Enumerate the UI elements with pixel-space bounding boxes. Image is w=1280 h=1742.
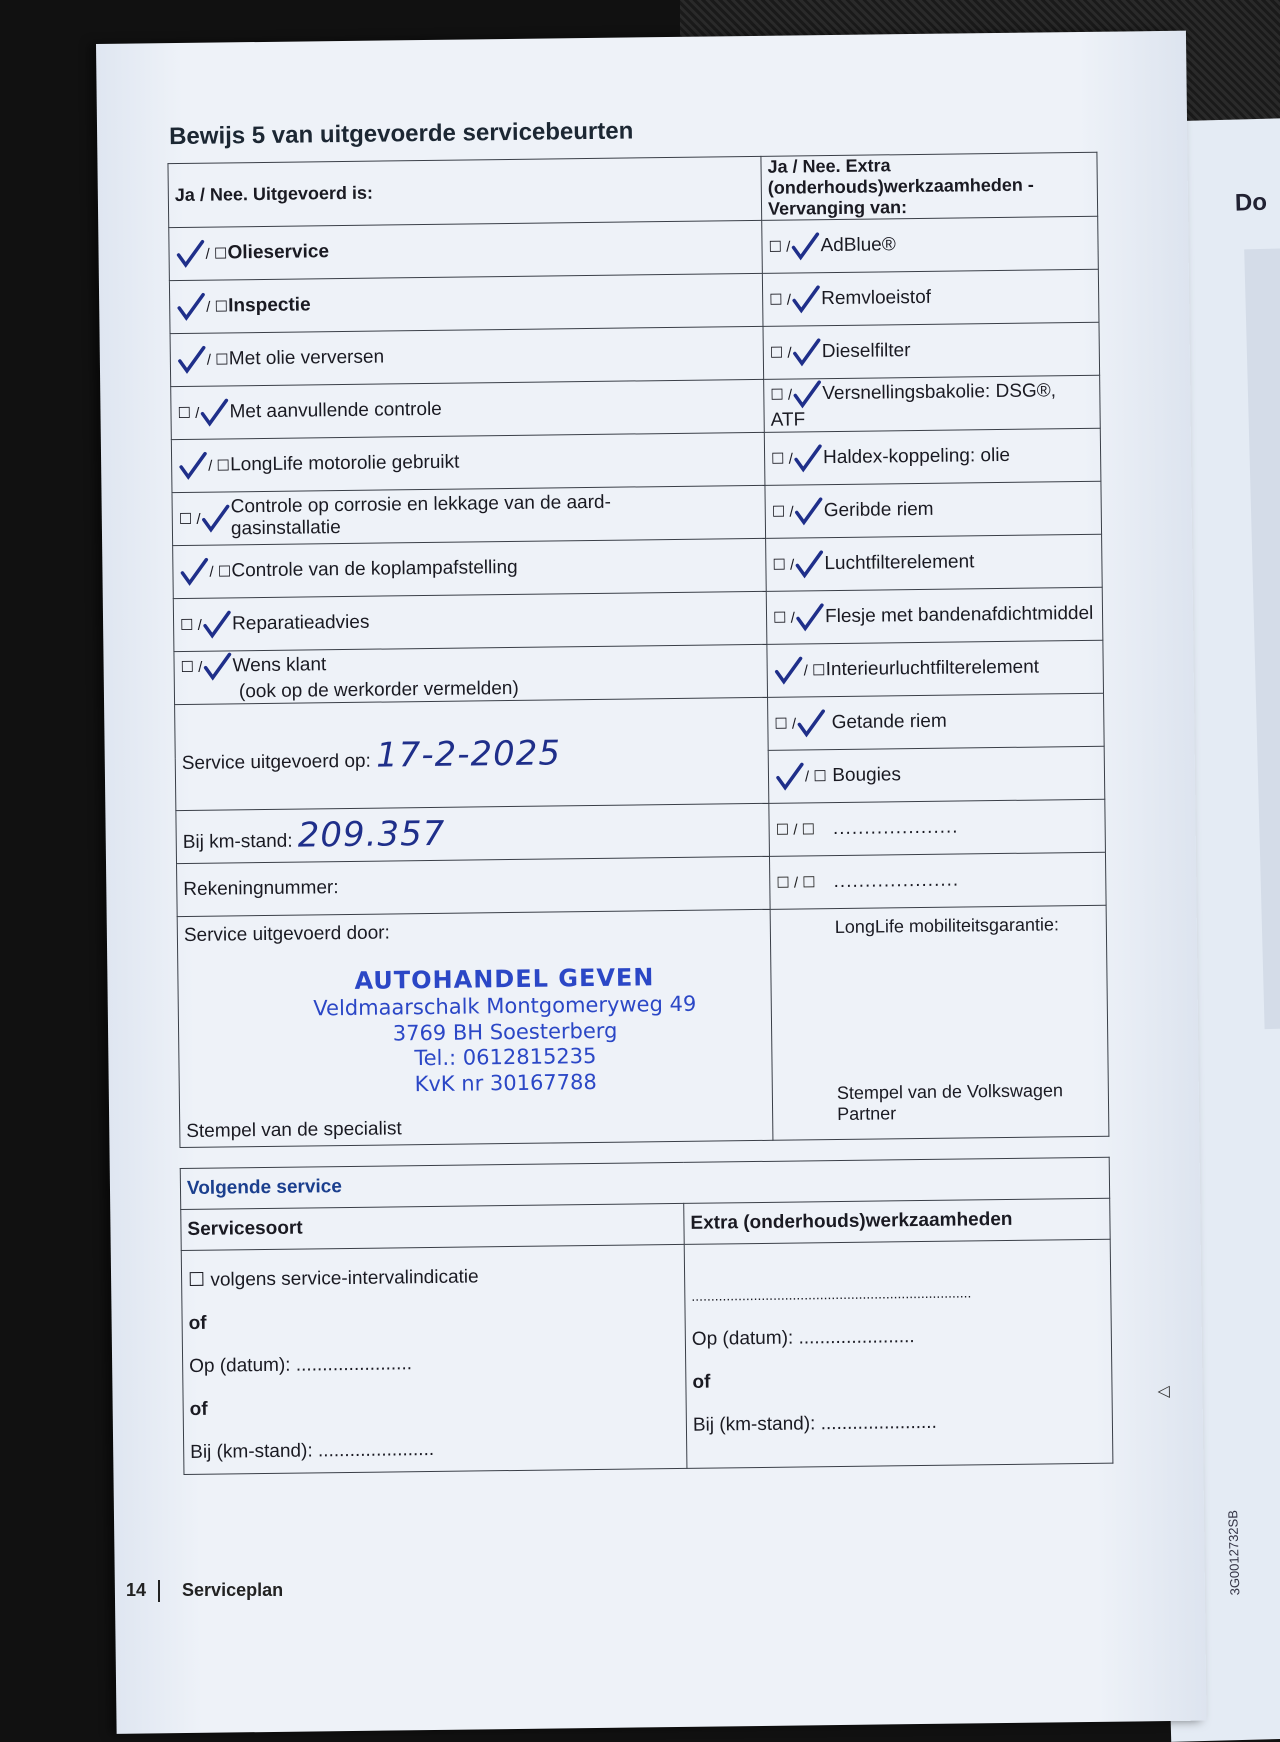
stamp-city: 3769 BH Soesterberg — [392, 1018, 618, 1046]
handwritten-check-icon — [793, 496, 823, 526]
service-item — [173, 538, 767, 598]
extra-check: / ☐ — [775, 761, 827, 792]
service-item — [172, 485, 766, 545]
service-label: Met aanvullende controle — [229, 398, 442, 423]
extra-label: Flesje met bandenafdichtmiddel — [824, 602, 1094, 628]
extra-row — [769, 852, 1106, 909]
extra-row — [768, 693, 1105, 750]
service-item — [174, 644, 768, 704]
extra-check: ☐ / — [773, 602, 825, 633]
next-extra-km-label: Bij (km-stand): — [692, 1413, 816, 1436]
extra-row — [769, 799, 1106, 856]
next-date-label: Op (datum): — [189, 1354, 291, 1377]
service-label: Met olie verversen — [228, 346, 385, 370]
facing-page-title: Do — [1234, 188, 1268, 217]
or-label: of — [692, 1371, 711, 1393]
service-table-header — [168, 152, 1098, 227]
service-item — [173, 591, 767, 651]
document-code: 3G0012732SB — [1225, 1509, 1243, 1596]
handwritten-check-icon — [175, 239, 205, 269]
next-extra-date-label: Op (datum): — [691, 1327, 794, 1350]
checkbox-pair: ☐ / ☐ — [776, 874, 816, 892]
extra-label: Remvloeistof — [821, 286, 932, 310]
service-date-label: Service uitgevoerd op: — [181, 750, 371, 774]
service-label: Controle op corrosie en lekkage van de aard-gasinstallatie — [230, 491, 611, 540]
service-item — [171, 432, 765, 492]
handwritten-check-icon — [790, 231, 820, 261]
extra-label: Getande riem — [831, 710, 947, 734]
triangle-marker-icon: ◁ — [1157, 1382, 1170, 1401]
service-check: / ☐ — [178, 450, 230, 481]
facing-page-panel — [1244, 248, 1280, 1029]
page-number: 14 — [126, 1580, 147, 1600]
servicesoort-header: Servicesoort — [181, 1203, 684, 1250]
handwritten-check-icon — [200, 503, 230, 533]
vw-stamp-cell — [770, 905, 1109, 1140]
handwritten-check-icon — [178, 451, 208, 481]
header-right: Ja / Nee. Extra (onderhouds)werkzaamheden - Vervanging van: — [761, 152, 1098, 220]
handwritten-check-icon — [202, 609, 232, 639]
handwritten-check-icon — [796, 708, 826, 738]
footer-section: Serviceplan — [182, 1580, 284, 1600]
service-label: Controle van de koplampafstelling — [231, 556, 518, 582]
service-item — [170, 326, 764, 386]
extra-row — [767, 640, 1104, 697]
next-body-row — [181, 1239, 1113, 1474]
extra-row — [768, 746, 1105, 803]
handwritten-check-icon — [202, 651, 232, 681]
next-right-cell — [684, 1239, 1113, 1468]
page-content — [167, 112, 1113, 1475]
service-by-label: Service uitgevoerd door: — [183, 922, 390, 946]
service-table — [167, 152, 1109, 1148]
extra-row — [764, 375, 1101, 432]
checkbox-pair: ☐ / ☐ — [775, 821, 816, 839]
dealer-stamp — [244, 962, 766, 1100]
service-item — [169, 220, 763, 280]
service-label: Wens klant — [232, 654, 327, 677]
next-km-dots: ...................... — [317, 1438, 435, 1462]
next-service-heading: Volgende service — [180, 1157, 1109, 1209]
extra-row — [766, 587, 1103, 644]
handwritten-check-icon — [794, 549, 824, 579]
km-label: Bij km-stand: — [182, 830, 293, 853]
service-check: ☐ / — [180, 609, 232, 640]
extra-label: Haldex-koppeling: olie — [822, 444, 1011, 469]
page-footer — [126, 1580, 283, 1602]
footer-divider — [158, 1580, 160, 1602]
extra-row — [764, 428, 1101, 485]
extra-work-dots: ........................................................................ — [691, 1284, 972, 1304]
handwritten-check-icon — [774, 655, 804, 685]
service-label: Inspectie — [228, 294, 311, 317]
extra-check: ☐ / — [770, 337, 822, 368]
next-extra-date-dots: ...................... — [798, 1326, 915, 1349]
service-label: LongLife motorolie gebruikt — [230, 451, 460, 476]
extra-label: Geribde riem — [823, 498, 934, 522]
next-extra-km-dots: ...................... — [820, 1411, 937, 1435]
extra-check: / ☐ — [774, 655, 826, 686]
km-value: 209.357 — [297, 813, 446, 856]
handwritten-check-icon — [795, 602, 825, 632]
extra-check: ☐ / — [768, 231, 820, 262]
next-km-line — [190, 1425, 680, 1474]
extra-label: AdBlue® — [820, 234, 896, 257]
stamp-address: Veldmaarschalk Montgomeryweg 49 — [313, 992, 697, 1021]
extra-check: ☐ / — [771, 443, 823, 474]
interval-label: volgens service-intervalindicatie — [210, 1266, 479, 1291]
specialist-stamp-label: Stempel van de specialist — [186, 1118, 402, 1142]
service-date-value: 17-2-2025 — [375, 732, 562, 776]
service-check: ☐ / — [177, 397, 229, 428]
stamp-phone: Tel.: 0612815235 — [414, 1044, 597, 1071]
extra-label: .................... — [833, 869, 960, 893]
extra-row — [766, 534, 1103, 591]
next-left-cell — [181, 1244, 687, 1474]
next-extra-date-line — [692, 1313, 1105, 1361]
handwritten-check-icon — [199, 397, 229, 427]
page-title: Bewijs 5 van uitgevoerde servicebeurten — [168, 117, 634, 151]
booklet-page — [96, 31, 1207, 1734]
extra-row — [763, 322, 1100, 379]
service-label: Olieservice — [227, 241, 330, 264]
extra-check: ☐ / — [769, 284, 821, 315]
km-cell — [176, 803, 770, 863]
next-date-line — [189, 1339, 679, 1388]
extra-check: ☐ / — [774, 708, 826, 739]
stamp-company: AUTOHANDEL GEVEN — [354, 963, 655, 995]
handwritten-check-icon — [179, 557, 209, 587]
extra-label: Versnellingsbakolie: DSG®, ATF — [770, 380, 1057, 431]
service-check: / ☐ — [177, 344, 229, 375]
next-date-dots: ...................... — [295, 1353, 413, 1376]
extra-row — [762, 216, 1099, 273]
extra-check: ☐ / — [772, 496, 824, 527]
handwritten-check-icon — [793, 443, 823, 473]
service-item — [169, 273, 763, 333]
extra-label: Interieurluchtfilterelement — [825, 656, 1040, 681]
service-item — [171, 379, 765, 439]
handwritten-check-icon — [176, 292, 206, 322]
extra-work-header: Extra (onderhouds)werkzaamheden — [684, 1198, 1110, 1244]
handwritten-check-icon — [792, 379, 822, 409]
extra-label: Luchtfilterelement — [824, 551, 975, 575]
next-km-label: Bij (km-stand): — [190, 1440, 313, 1463]
account-label: Rekeningnummer: — [177, 856, 771, 916]
or-label: of — [189, 1398, 208, 1420]
service-label: Reparatieadvies — [231, 611, 370, 635]
longlife-label: LongLife mobiliteitsgarantie: — [834, 914, 1060, 938]
handwritten-check-icon — [775, 761, 805, 791]
service-check: ☐ / — [179, 503, 231, 534]
extra-check: ☐ / — [772, 549, 824, 580]
interval-option: ☐ volgens service-intervalindicatie — [187, 1266, 479, 1291]
extra-label: Dieselfilter — [821, 340, 911, 363]
handwritten-check-icon — [177, 345, 207, 375]
extra-row — [762, 269, 1099, 326]
handwritten-check-icon — [791, 337, 821, 367]
stamp-row — [177, 905, 1109, 1147]
service-check: ☐ / — [180, 651, 232, 682]
service-check: / ☐ — [175, 238, 227, 269]
extra-label: .................... — [832, 816, 959, 840]
handwritten-check-icon — [791, 284, 821, 314]
next-extra-km-line — [693, 1399, 1106, 1447]
service-check: / ☐ — [176, 291, 228, 322]
vw-stamp-label: Stempel van de Volkswagen Partner — [836, 1080, 1064, 1125]
service-check: / ☐ — [179, 556, 231, 587]
service-rows — [169, 216, 1104, 704]
next-service-table — [180, 1157, 1114, 1475]
extra-label: Bougies — [832, 764, 902, 787]
service-sublabel: (ook op de werkorder vermelden) — [238, 677, 519, 703]
stamp-kvk: KvK nr 30167788 — [414, 1070, 597, 1097]
service-date-cell — [175, 697, 769, 810]
or-label: of — [188, 1312, 207, 1334]
extra-row — [765, 481, 1102, 538]
specialist-stamp-cell — [177, 909, 773, 1147]
extra-check: ☐ / — [770, 379, 822, 410]
header-left: Ja / Nee. Uitgevoerd is: — [168, 156, 762, 227]
